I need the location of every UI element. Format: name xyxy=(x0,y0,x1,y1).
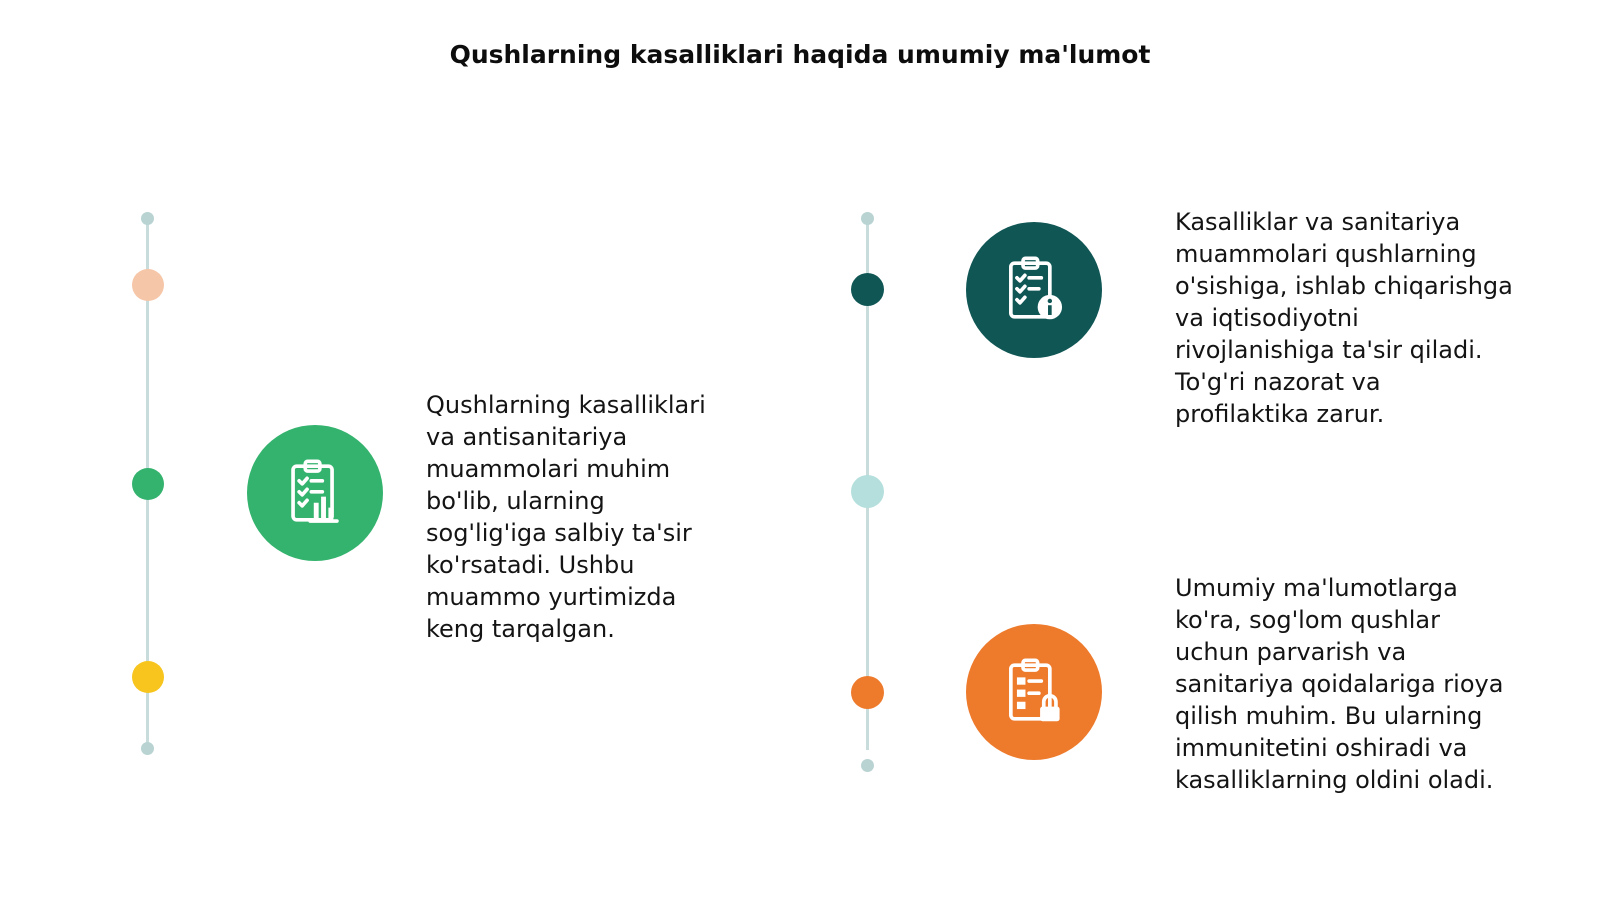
clipboard-chart-icon xyxy=(247,425,383,561)
left-timeline-start-dot xyxy=(141,212,154,225)
right-timeline-light-teal-dot xyxy=(851,475,884,508)
left-timeline-peach-dot xyxy=(132,269,164,301)
item-1-text: Qushlarning kasalliklari va antisanitariya muammolari muhim bo'lib, ularning sog'lig'iga salbiy ta'sir ko'rsatadi. Ushbu muammo yurtimizda keng tarqalgan. xyxy=(426,391,706,643)
item-2-text: Kasalliklar va sanitariya muammolari qushlarning o'sishiga, ishlab chiqarishga va iqtisodiyotni rivojlanishiga ta'sir qiladi. To'g'ri nazorat va profilaktika zarur. xyxy=(1175,208,1513,428)
right-timeline-orange-dot xyxy=(851,676,884,709)
clipboard-info-icon xyxy=(966,222,1102,358)
right-timeline-teal-dot xyxy=(851,273,884,306)
left-timeline-green-dot xyxy=(132,468,164,500)
left-timeline-yellow-dot xyxy=(132,661,164,693)
clipboard-lock-icon xyxy=(966,624,1102,760)
right-timeline-start-dot xyxy=(861,212,874,225)
left-timeline-end-dot xyxy=(141,742,154,755)
item-3-text: Umumiy ma'lumotlarga ko'ra, sog'lom qushlar uchun parvarish va sanitariya qoidalariga rioya qilish muhim. Bu ularning immunitetini oshiradi va kasalliklarning oldini oladi. xyxy=(1175,574,1504,794)
right-timeline-end-dot xyxy=(861,759,874,772)
page-title: Qushlarning kasalliklari haqida umumiy ma'lumot xyxy=(449,40,1151,69)
